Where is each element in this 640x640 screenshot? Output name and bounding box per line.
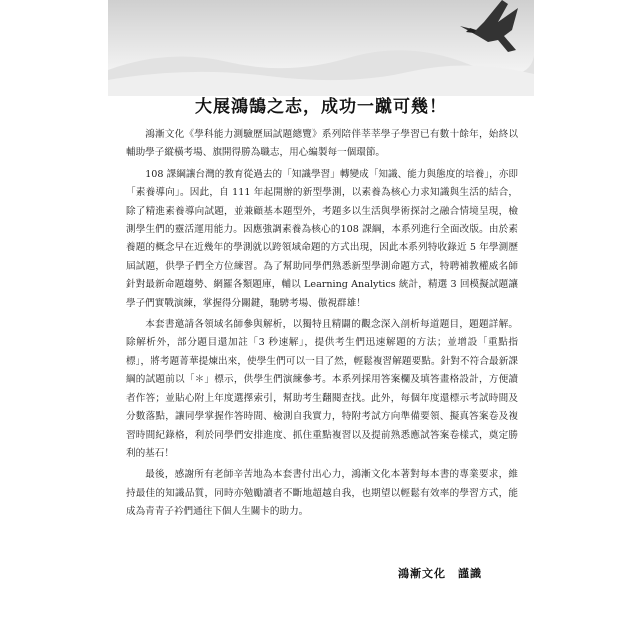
page-headline: 大展鴻鵠之志，成功一蹴可幾！ xyxy=(195,97,447,117)
preface-page xyxy=(108,0,534,640)
eagle-icon xyxy=(460,0,518,52)
preface-body xyxy=(126,126,518,525)
signature: 鴻漸文化 謹識 xyxy=(398,567,482,580)
paragraph: 最後，感謝所有老師辛苦地為本套書付出心力，鴻漸文化本著對每本書的專業要求，維持最佳的知識品質，同時亦勉勵讀者不斷地超越自我，也期望以輕鬆有效率的學習方式，能成為青青子衿們通往下個人生關卡的助力。 xyxy=(126,469,518,518)
paragraph: 本套書邀請各領域名師參與解析，以獨特且精闢的觀念深入剖析每道題目，題題詳解。除解析外，部分題目還加註「3 秒速解」，提供考生們迅速解題的方法；並增設「重點指標」，將考題菁華提煉出來，使學生們可以一目了然，輕鬆複習解題要點。針對不符合最新課綱的試題前以「＊」標示，供學生們演練參考。本系列採用答案欄及填答畫格設計，方便讀者作答；並貼心附上年度選擇索引，幫助考生翻閱查找。此外，每個年度還標示考試時間及分數落點，讓同學掌握作答時間、檢測自我實力，特附考試方向準備要領、擬真答案卷及複習時間紀錄格，利於同學們安排進度、抓住重點複習以及提前熟悉應試答案卷樣式，奠定勝利的基石！ xyxy=(126,319,518,459)
mountain-landscape xyxy=(108,0,534,96)
paragraph: 108 課綱讓台灣的教育從過去的「知識學習」轉變成「知識、能力與態度的培養」，亦即「素養導向」。因此，自 111 年起開辦的新型學測，以素養為核心力求知識與生活的結合，除了精進素養導向試題，並兼顧基本題型外，考題多以生活與學術探討之融合情境呈現，檢測學生們的靈活運用能力。因應強調素養為核心的108 課綱，本系列進行全面改版。由於素養題的概念早在近幾年的學測就以跨領域命題的方式出現，因此本系列特收錄近 5 年學測歷屆試題，供學子們全方位練習。為了幫助同學們熟悉新型學測命題方式，特聘補教權威名師針對最新命題趨勢、網羅各類題庫，輔以 Learning Analytics 統計，精選 3 回模擬試題讓學子們實戰演練，掌握得分關鍵，馳騁考場、傲視群雄！ xyxy=(126,168,518,309)
paragraph: 鴻漸文化《學科能力測驗歷屆試題總覽》系列陪伴莘莘學子學習已有數十餘年，始終以輔助學子縱橫考場、旗開得勝為職志，用心編製每一個環節。 xyxy=(126,129,518,159)
header-illustration xyxy=(108,0,534,96)
